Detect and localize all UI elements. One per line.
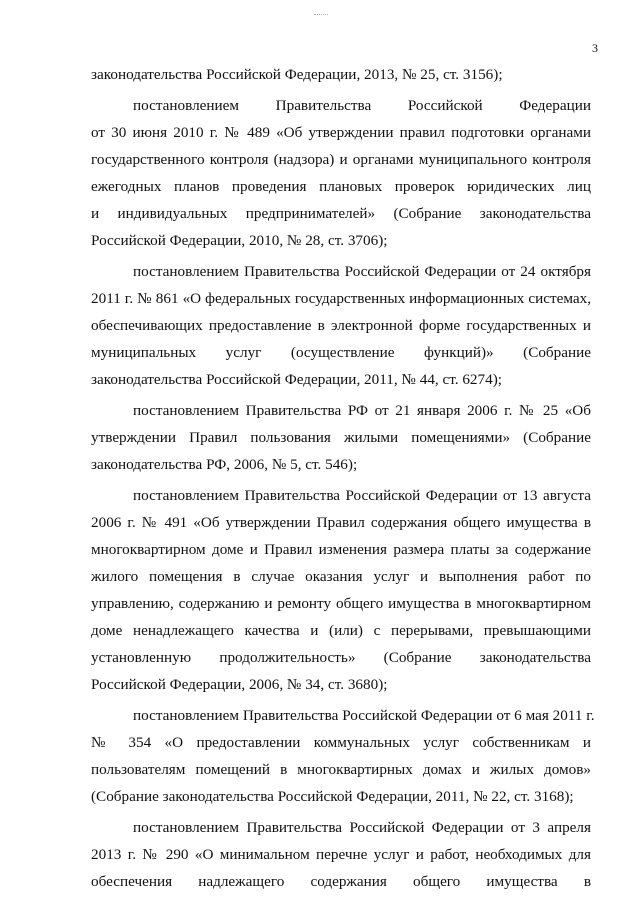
paragraph-7 [91,814,591,895]
text-line: 2013 г. № 290 «О минимальном перечне услуг и работ, необходимых для [91,846,591,863]
text-line: установленную продолжительность» (Собрание законодательства [91,649,591,666]
text-line: постановлением Правительства Российской Федерации от 3 апреля [133,819,591,836]
text-line: доме ненадлежащего качества и (или) с перерывами, превышающими [91,622,591,639]
text-line: обеспечивающих предоставление в электронной форме государственных и [91,317,591,334]
paragraph-3 [91,258,591,393]
text-line: жилого помещения в случае оказания услуг и выполнения работ по [91,568,591,585]
text-line: утверждении Правил пользования жилыми помещениями» (Собрание [91,429,591,446]
text-line: законодательства Российской Федерации, 2011, № 44, ст. 6274); [91,371,502,388]
text-line: постановлением Правительства РФ от 21 января 2006 г. № 25 «Об [133,402,591,419]
paragraph-4 [91,397,591,478]
text-line: управлению, содержанию и ремонту общего имущества в многоквартирном [91,595,591,612]
text-line: (Собрание законодательства Российской Федерации, 2011, № 22, ст. 3168); [91,788,574,805]
text-line: законодательства РФ, 2006, № 5, ст. 546); [91,456,358,473]
page-number: 3 [592,41,598,55]
text-line: и индивидуальных предпринимателей» (Собрание законодательства [91,205,591,222]
text-line: пользователям помещений в многоквартирных домах и жилых домов» [91,761,591,778]
text-line: Российской Федерации, 2006, № 34, ст. 3680); [91,676,388,693]
paragraph-6 [91,702,595,810]
text-line: обеспечения надлежащего содержания общего имущества в [91,873,591,890]
document-body [91,61,595,895]
text-line: постановлением Правительства Российской Федерации от 24 октября [133,263,591,280]
text-line: № 354 «О предоставлении коммунальных услуг собственникам и [91,734,591,751]
text-line: муниципальных услуг (осуществление функций)» (Собрание [91,344,591,361]
text-line: ежегодных планов проведения плановых проверок юридических лиц [91,178,591,195]
text-line: многоквартирном доме и Правил изменения размера платы за содержание [91,541,591,558]
text-line: 2006 г. № 491 «Об утверждении Правил содержания общего имущества в [91,514,591,531]
paragraph-2 [91,92,591,254]
text-line: постановлением Правительства Российской Федерации [133,97,591,114]
text-line: Российской Федерации, 2010, № 28, ст. 3706); [91,232,388,249]
scan-mark [314,14,328,17]
text-line: постановлением Правительства Российской Федерации от 6 мая 2011 г. [133,707,595,724]
text-line: государственного контроля (надзора) и органами муниципального контроля [91,151,591,168]
text-line: от 30 июня 2010 г. № 489 «Об утверждении правил подготовки органами [91,124,591,141]
paragraph-1 [91,61,591,88]
text-line: постановлением Правительства Российской Федерации от 13 августа [133,487,591,504]
text-line: законодательства Российской Федерации, 2013, № 25, ст. 3156); [91,66,503,83]
text-line: 2011 г. № 861 «О федеральных государственных информационных системах, [91,290,591,307]
paragraph-5 [91,482,591,698]
